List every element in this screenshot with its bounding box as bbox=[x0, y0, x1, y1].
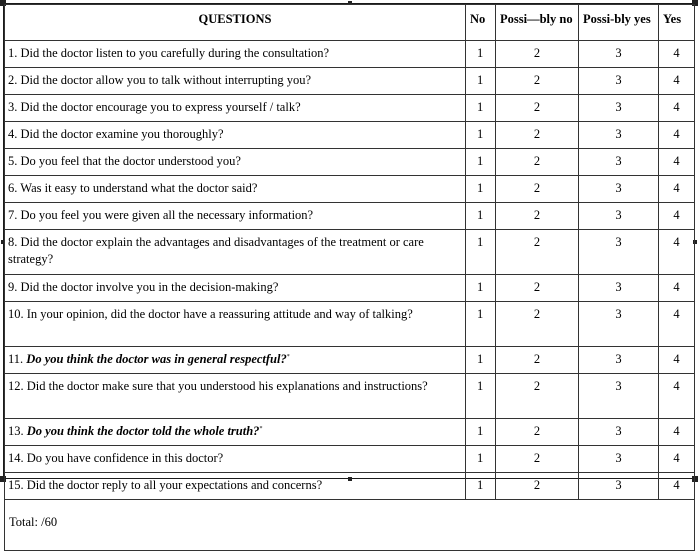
score-possibly-no-cell: 2 bbox=[496, 41, 579, 68]
score-yes-cell: 4 bbox=[659, 203, 695, 230]
score-yes-cell: 4 bbox=[659, 41, 695, 68]
score-possibly-yes-cell: 3 bbox=[579, 203, 659, 230]
question-number: 13. bbox=[8, 424, 27, 438]
score-no-cell: 1 bbox=[466, 176, 496, 203]
score-yes-cell: 4 bbox=[659, 347, 695, 374]
table-row bbox=[5, 347, 695, 374]
table-row bbox=[5, 149, 695, 176]
score-yes-cell: 4 bbox=[659, 122, 695, 149]
question-number: 9. bbox=[8, 280, 21, 294]
score-possibly-yes-cell: 3 bbox=[579, 275, 659, 302]
question-cell bbox=[5, 68, 466, 95]
score-yes-cell: 4 bbox=[659, 68, 695, 95]
score-yes-cell: 4 bbox=[659, 149, 695, 176]
question-number: 6. bbox=[8, 181, 21, 195]
total-row bbox=[5, 500, 695, 551]
table-row bbox=[5, 95, 695, 122]
question-text: Did the doctor reply to all your expectations and concerns? bbox=[26, 478, 323, 492]
score-yes-cell: 4 bbox=[659, 230, 695, 275]
question-cell bbox=[5, 347, 466, 374]
question-number: 1. bbox=[8, 46, 21, 60]
score-no-cell: 1 bbox=[466, 374, 496, 419]
question-number: 15. bbox=[8, 478, 27, 492]
score-no-cell: 1 bbox=[466, 122, 496, 149]
question-text: Did the doctor encourage you to express yourself / talk? bbox=[20, 100, 301, 114]
question-text: Was it easy to understand what the doctor said? bbox=[20, 181, 258, 195]
score-possibly-no-cell: 2 bbox=[496, 230, 579, 275]
question-text: In your opinion, did the doctor have a reassuring attitude and way of talking? bbox=[26, 307, 413, 321]
question-text: Did the doctor make sure that you understood his explanations and instructions? bbox=[26, 379, 428, 393]
score-possibly-yes-cell: 3 bbox=[579, 473, 659, 500]
question-text: Did the doctor explain the advantages and disadvantages of the treatment or care strategy? bbox=[8, 235, 424, 266]
question-text-emphasized: Do you think the doctor told the whole truth? bbox=[26, 424, 260, 438]
score-yes-cell: 4 bbox=[659, 473, 695, 500]
score-possibly-yes-cell: 3 bbox=[579, 446, 659, 473]
score-no-cell: 1 bbox=[466, 95, 496, 122]
possibly-yes-column-header: Possi-bly yes bbox=[579, 5, 659, 41]
question-number: 11. bbox=[8, 352, 27, 366]
score-possibly-yes-cell: 3 bbox=[579, 122, 659, 149]
question-cell bbox=[5, 149, 466, 176]
score-possibly-no-cell: 2 bbox=[496, 149, 579, 176]
score-possibly-yes-cell: 3 bbox=[579, 95, 659, 122]
score-possibly-no-cell: 2 bbox=[496, 95, 579, 122]
question-cell bbox=[5, 275, 466, 302]
score-possibly-yes-cell: 3 bbox=[579, 374, 659, 419]
question-cell bbox=[5, 446, 466, 473]
score-possibly-yes-cell: 3 bbox=[579, 419, 659, 446]
question-cell bbox=[5, 203, 466, 230]
score-yes-cell: 4 bbox=[659, 374, 695, 419]
question-text: Do you have confidence in this doctor? bbox=[26, 451, 224, 465]
score-possibly-yes-cell: 3 bbox=[579, 68, 659, 95]
question-number: 4. bbox=[8, 127, 21, 141]
table-row bbox=[5, 275, 695, 302]
score-no-cell: 1 bbox=[466, 203, 496, 230]
no-column-header: No bbox=[466, 5, 496, 41]
score-possibly-no-cell: 2 bbox=[496, 122, 579, 149]
yes-column-header: Yes bbox=[659, 5, 695, 41]
score-yes-cell: 4 bbox=[659, 176, 695, 203]
score-no-cell: 1 bbox=[466, 149, 496, 176]
question-number: 2. bbox=[8, 73, 21, 87]
table-row bbox=[5, 230, 695, 275]
score-possibly-yes-cell: 3 bbox=[579, 230, 659, 275]
score-possibly-no-cell: 2 bbox=[496, 347, 579, 374]
table-row bbox=[5, 41, 695, 68]
question-number: 10. bbox=[8, 307, 27, 321]
table-row bbox=[5, 302, 695, 347]
score-yes-cell: 4 bbox=[659, 275, 695, 302]
question-number: 8. bbox=[8, 235, 21, 249]
score-no-cell: 1 bbox=[466, 302, 496, 347]
score-possibly-no-cell: 2 bbox=[496, 374, 579, 419]
question-number: 7. bbox=[8, 208, 21, 222]
question-text: Did the doctor examine you thoroughly? bbox=[20, 127, 224, 141]
score-no-cell: 1 bbox=[466, 419, 496, 446]
score-possibly-no-cell: 2 bbox=[496, 446, 579, 473]
score-yes-cell: 4 bbox=[659, 419, 695, 446]
score-possibly-yes-cell: 3 bbox=[579, 302, 659, 347]
score-yes-cell: 4 bbox=[659, 302, 695, 347]
table-row bbox=[5, 176, 695, 203]
score-no-cell: 1 bbox=[466, 68, 496, 95]
question-text: Do you feel that the doctor understood you? bbox=[20, 154, 241, 168]
questions-column-header: QUESTIONS bbox=[5, 5, 466, 41]
question-number: 3. bbox=[8, 100, 21, 114]
header-row bbox=[5, 5, 695, 41]
score-possibly-yes-cell: 3 bbox=[579, 41, 659, 68]
table-row bbox=[5, 122, 695, 149]
score-possibly-no-cell: 2 bbox=[496, 176, 579, 203]
questionnaire-table bbox=[4, 4, 695, 551]
table-row bbox=[5, 446, 695, 473]
table-row bbox=[5, 68, 695, 95]
footnote-marker: * bbox=[286, 353, 290, 360]
question-cell bbox=[5, 122, 466, 149]
score-possibly-no-cell: 2 bbox=[496, 302, 579, 347]
score-possibly-no-cell: 2 bbox=[496, 275, 579, 302]
score-no-cell: 1 bbox=[466, 230, 496, 275]
question-number: 5. bbox=[8, 154, 21, 168]
possibly-no-column-header: Possi—bly no bbox=[496, 5, 579, 41]
question-text: Did the doctor listen to you carefully during the consultation? bbox=[20, 46, 330, 60]
question-text-emphasized: Do you think the doctor was in general respectful? bbox=[26, 352, 287, 366]
score-possibly-no-cell: 2 bbox=[496, 68, 579, 95]
score-yes-cell: 4 bbox=[659, 446, 695, 473]
score-possibly-no-cell: 2 bbox=[496, 473, 579, 500]
score-possibly-yes-cell: 3 bbox=[579, 149, 659, 176]
score-possibly-no-cell: 2 bbox=[496, 419, 579, 446]
question-cell bbox=[5, 41, 466, 68]
question-cell bbox=[5, 302, 466, 347]
question-text: Did the doctor involve you in the decision-making? bbox=[20, 280, 279, 294]
score-no-cell: 1 bbox=[466, 446, 496, 473]
score-no-cell: 1 bbox=[466, 275, 496, 302]
table-row bbox=[5, 374, 695, 419]
question-cell bbox=[5, 419, 466, 446]
score-possibly-no-cell: 2 bbox=[496, 203, 579, 230]
table-row bbox=[5, 473, 695, 500]
table-row bbox=[5, 203, 695, 230]
footnote-marker: * bbox=[259, 425, 263, 432]
question-text: Did the doctor allow you to talk without interrupting you? bbox=[20, 73, 312, 87]
question-cell bbox=[5, 374, 466, 419]
table-row bbox=[5, 419, 695, 446]
total-label: Total: /60 bbox=[5, 500, 695, 551]
question-number: 12. bbox=[8, 379, 27, 393]
question-cell bbox=[5, 473, 466, 500]
score-possibly-yes-cell: 3 bbox=[579, 347, 659, 374]
question-cell bbox=[5, 230, 466, 275]
score-yes-cell: 4 bbox=[659, 95, 695, 122]
question-cell bbox=[5, 95, 466, 122]
score-no-cell: 1 bbox=[466, 41, 496, 68]
question-cell bbox=[5, 176, 466, 203]
score-possibly-yes-cell: 3 bbox=[579, 176, 659, 203]
question-text: Do you feel you were given all the necessary information? bbox=[20, 208, 314, 222]
score-no-cell: 1 bbox=[466, 473, 496, 500]
score-no-cell: 1 bbox=[466, 347, 496, 374]
question-number: 14. bbox=[8, 451, 27, 465]
